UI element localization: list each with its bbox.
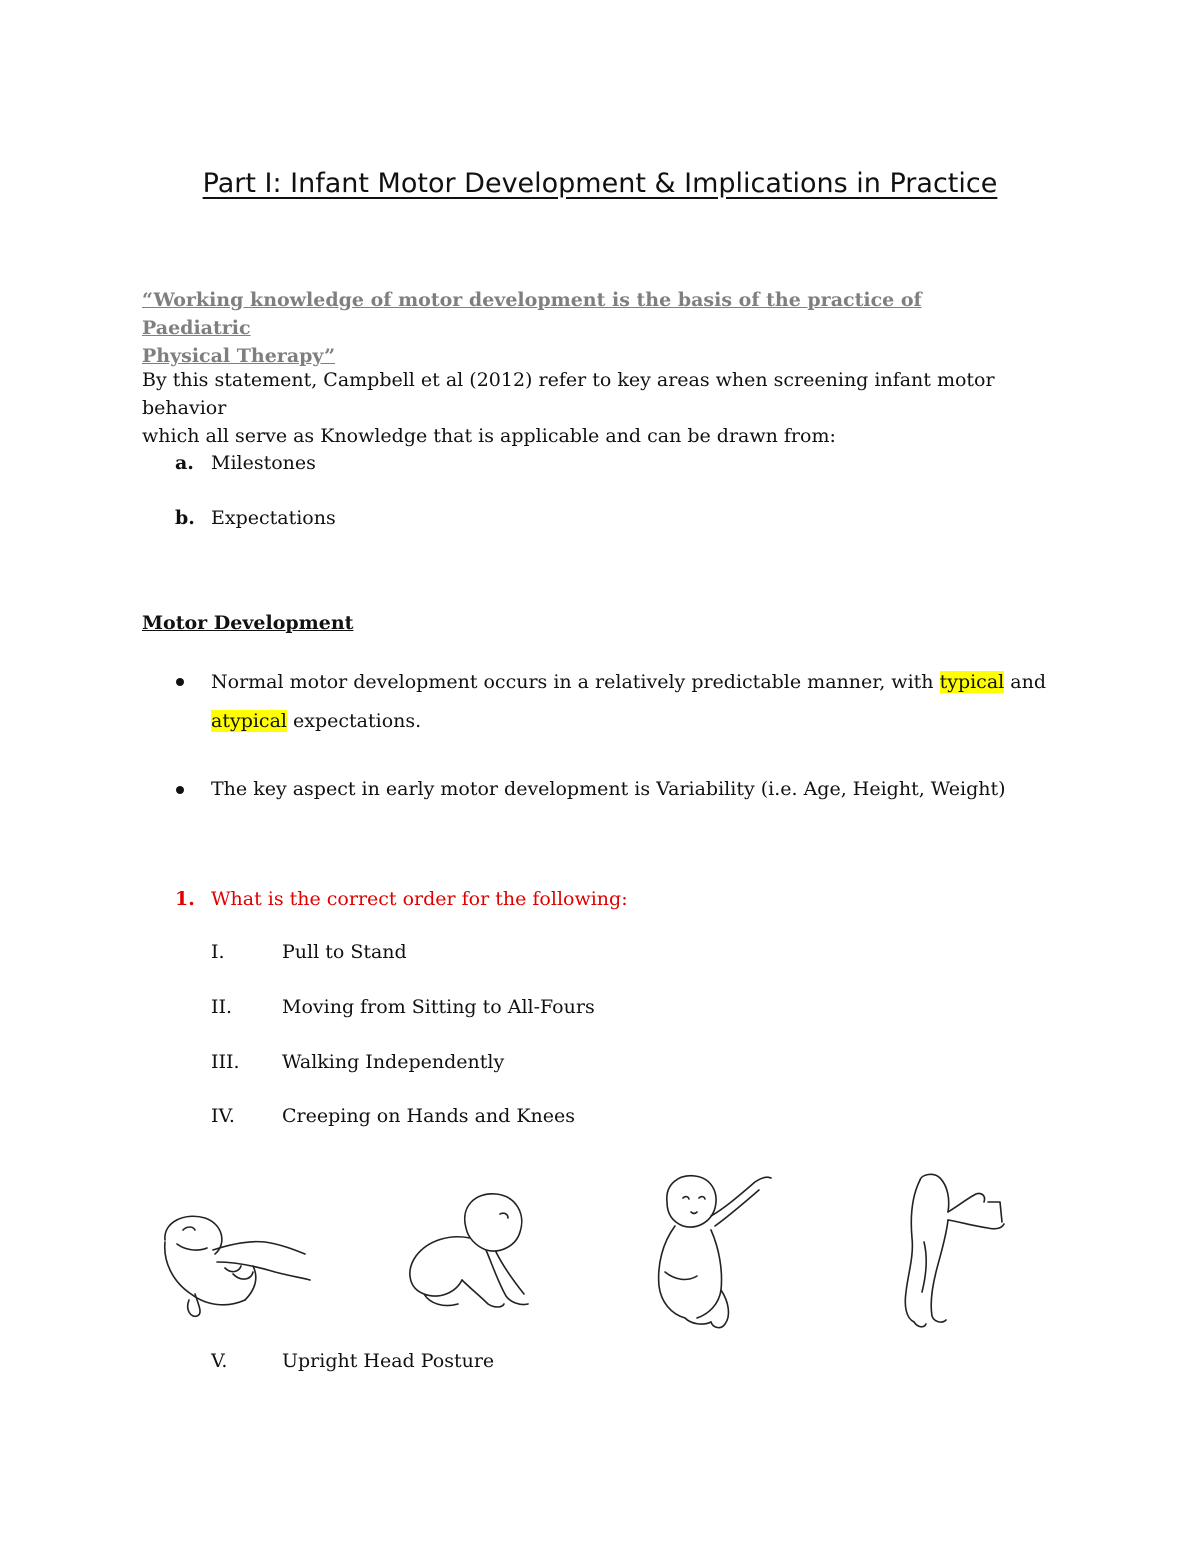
quote-line-1: “Working knowledge of motor development is the basis of the practice of Paediatric [142,289,922,339]
option-text: Moving from Sitting to All-Fours [282,996,595,1018]
question-number [175,885,195,913]
section-heading: Motor Development [142,612,354,634]
option-numeral: I. [211,941,225,963]
page-title: Part I: Infant Motor Development & Implications in Practice [202,168,998,199]
quote [142,286,1022,370]
bullet-icon [176,786,184,794]
bullet-1-text: Normal motor development occurs in a relatively predictable manner, with [211,671,934,693]
option-text: Walking Independently [282,1051,505,1073]
option-numeral: II. [211,996,233,1018]
bullet-icon [176,678,184,686]
option-text: Creeping on Hands and Knees [282,1105,576,1127]
question-text: What is the correct order for the following: [211,888,628,910]
highlight-atypical: atypical [211,710,287,732]
key-area-label: a. [175,452,194,474]
bullet-1-text-end: expectations. [293,710,422,732]
key-area-b-text: Expectations [211,507,336,529]
key-area-a-text: Milestones [211,452,316,474]
infant-pull-to-stand-illustration [890,1172,1010,1332]
option-numeral: IV. [211,1105,235,1127]
intro-line-1: By this statement, Campbell et al (2012) refer to key areas when screening infant motor behavior [142,369,995,419]
infant-prone-lying-illustration [155,1210,320,1320]
option-text: Pull to Stand [282,941,407,963]
bullet-2: The key aspect in early motor development is Variability (i.e. Age, Height, Weight) [211,778,1006,800]
bullet-1-line-2 [211,707,421,735]
bullet-1-text-and: and [1010,671,1047,693]
key-area-b [175,504,195,532]
option-numeral: III. [211,1051,240,1073]
option-numeral: V. [211,1350,228,1372]
quote-line-2: Physical Therapy” [142,345,336,367]
option-text: Upright Head Posture [282,1350,495,1372]
key-area-label: b. [175,507,195,529]
infant-sitting-to-all-fours-illustration [400,1188,540,1323]
bullet-1-line-1 [211,668,1111,696]
intro-paragraph [142,366,1072,450]
key-area-a [175,449,194,477]
infant-upright-head-posture-illustration [645,1172,780,1332]
highlight-typical: typical [939,671,1005,693]
question-number-label: 1. [175,888,195,910]
intro-line-2: which all serve as Knowledge that is applicable and can be drawn from: [142,425,836,447]
